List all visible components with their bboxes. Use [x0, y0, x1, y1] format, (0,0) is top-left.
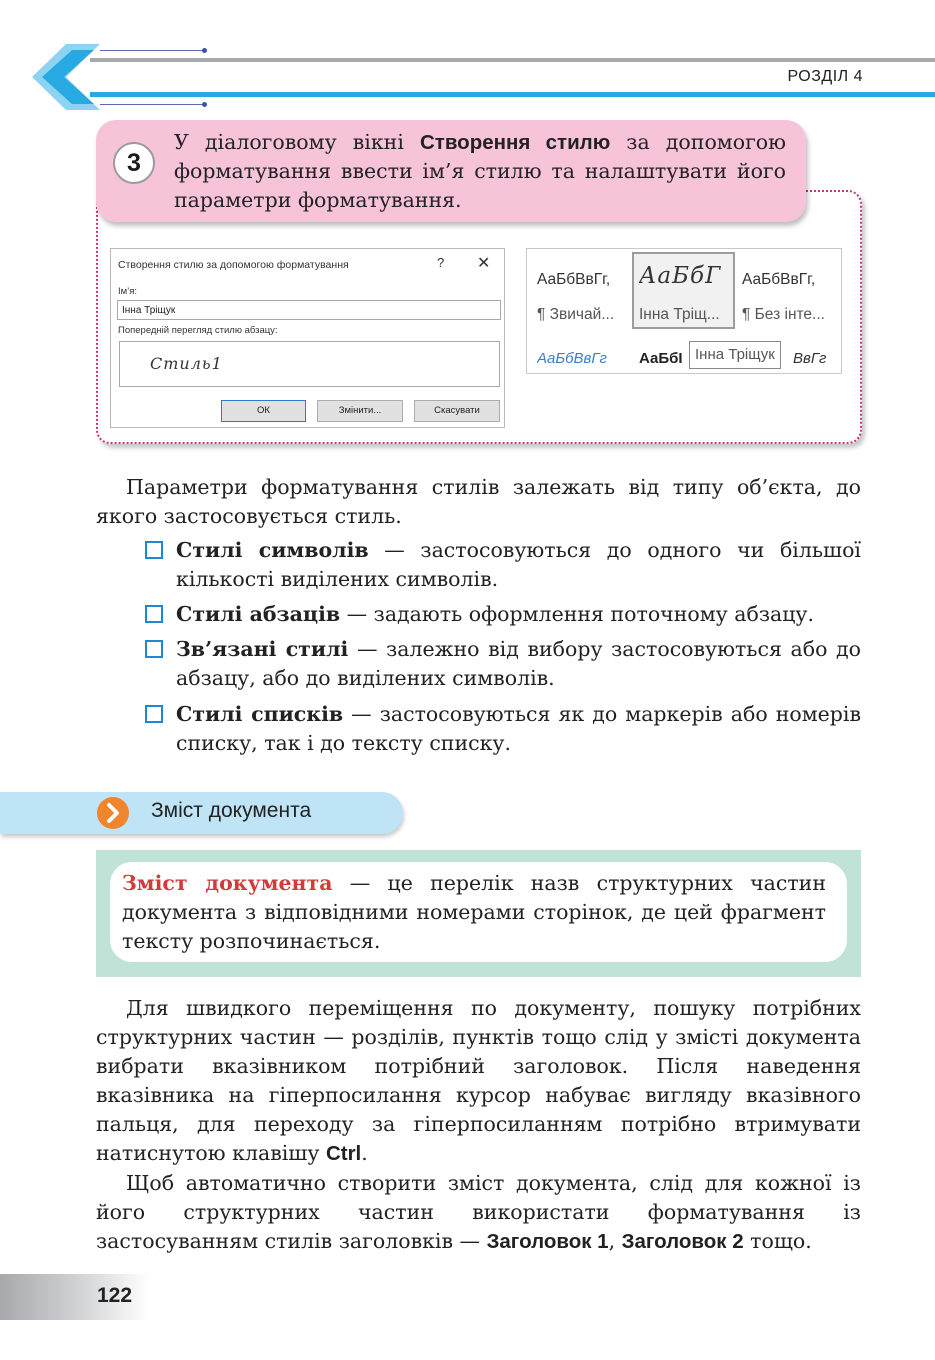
cancel-button[interactable]: Скасувати — [414, 400, 500, 422]
preview-label: Попередній перегляд стилю абзацу: — [118, 325, 278, 336]
chevron-right-icon — [97, 797, 129, 829]
bullet-item-paragraph-styles: Стилі абзаців — задають оформлення поточному абзацу. — [176, 602, 814, 626]
gallery-item-custom[interactable] — [639, 263, 741, 289]
gallery-item-row2-2[interactable] — [639, 350, 689, 367]
style-preview-text: Стиль1 — [150, 354, 223, 373]
gallery-preview: АаБбВвГг, — [537, 271, 611, 288]
step-instruction-text: У діалоговому вікні Створення стилю за допомогою форматування ввести ім’я стилю та налаштувати його параметри форматування. — [174, 130, 786, 212]
gallery-preview: АаБбВвГг, — [742, 271, 816, 288]
style-name-input[interactable]: Інна Тріщук — [117, 300, 501, 320]
gallery-item-row2-1[interactable] — [537, 350, 639, 367]
header-dot — [202, 102, 207, 107]
header-dot — [202, 48, 207, 53]
gallery-preview: АаБбГ — [639, 263, 722, 289]
gallery-style-name: ¶ Звичай... — [537, 306, 615, 323]
step-number-badge: 3 — [113, 142, 155, 184]
checkbox-bullet-icon — [145, 640, 163, 658]
gallery-preview: АаБбI — [639, 350, 683, 367]
gallery-preview: ВвГг — [793, 350, 827, 367]
checkbox-bullet-icon — [145, 605, 163, 623]
name-label: Ім’я: — [118, 286, 138, 297]
chevron-left-icon — [28, 42, 103, 112]
definition-text: Зміст документа — це перелік назв структурних частин документа з відповідними номерами сторінок, де цей фрагмент тексту розпочинається. — [122, 871, 826, 953]
navigation-paragraph: Для швидкого переміщення по документу, пошуку потрібних структурних частин — розділів, пунктів тощо слід у змісті документа вибрати вказівником потрібний заголовок. Після наведення вказівника на гіперпосилання курсор набуває вигляду вказівного пальця, для переходу за гіперпосиланням потрібно втримувати натиснутою клавішу Ctrl. — [96, 996, 861, 1165]
change-button[interactable]: Змінити... — [317, 400, 403, 422]
section-heading-title: Зміст документа — [151, 799, 312, 822]
page-number: 122 — [97, 1284, 133, 1307]
bullet-item-linked-styles: Зв’язані стилі — залежно від вибору застосовуються або до абзацу, або до виділених символів. — [176, 637, 861, 690]
checkbox-bullet-icon — [145, 541, 163, 559]
checkbox-bullet-icon — [145, 705, 163, 723]
create-style-dialog — [110, 248, 505, 428]
gallery-preview: АаБбВвГг — [537, 350, 607, 367]
gallery-style-name: Інна Тріщ... — [639, 306, 720, 323]
close-icon[interactable]: ✕ — [477, 255, 491, 272]
gallery-item-custom-name[interactable] — [639, 306, 741, 324]
gallery-item-no-spacing-name[interactable] — [742, 306, 844, 324]
header-rule-top — [90, 58, 935, 62]
style-tooltip: Інна Тріщук — [689, 341, 781, 369]
section-label: РОЗДІЛ 4 — [787, 68, 863, 85]
style-gallery — [526, 248, 842, 374]
header-thin-line — [100, 104, 205, 105]
gallery-item-no-spacing[interactable] — [742, 271, 844, 289]
header-thin-line — [100, 50, 205, 51]
gallery-item-normal-name[interactable] — [537, 306, 639, 324]
gallery-style-name: ¶ Без інте... — [742, 306, 825, 323]
help-icon[interactable]: ? — [437, 255, 445, 270]
style-preview-box — [119, 341, 500, 387]
bullet-item-list-styles: Стилі списків — застосовуються як до маркерів або номерів списку, так і до тексту списку. — [176, 702, 861, 755]
toc-styles-paragraph: Щоб автоматично створити зміст документа, слід для кожної із його структурних частин використати форматування із застосуванням стилів заголовків — Заголовок 1, Заголовок 2 тощо. — [96, 1171, 861, 1253]
gallery-item-normal[interactable] — [537, 271, 639, 289]
ok-button[interactable]: ОК — [221, 400, 306, 422]
header-rule-bottom — [90, 92, 935, 97]
intro-paragraph: Параметри форматування стилів залежать від типу об’єкта, до якого застосовується стиль. — [96, 475, 861, 528]
dialog-title: Створення стилю за допомогою форматування — [118, 259, 349, 271]
bullet-item-character-styles: Стилі символів — застосовуються до одного чи більшої кількості виділених символів. — [176, 538, 861, 591]
gallery-item-row2-3[interactable] — [793, 350, 841, 367]
